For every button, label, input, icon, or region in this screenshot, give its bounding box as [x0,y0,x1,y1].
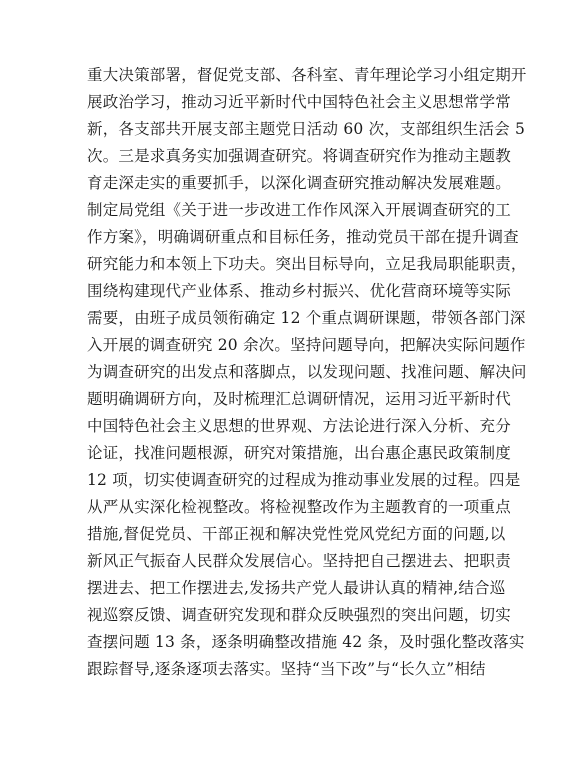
text-line: 新，各支部共开展支部主题党日活动 60 次，支部组织生活会 5 [87,120,526,138]
text-line: 中国特色社会主义思想的世界观、方法论进行深入分析、充分 [87,417,511,435]
text-line: 题明确调研方向，及时梳理汇总调研情况，运用习近平新时代 [87,390,511,408]
text-line: 跟踪督导,逐条逐项去落实。坚持“当下改”与“长久立”相结 [87,660,486,678]
text-line: 需要，由班子成员领衔确定 12 个重点调研课题，带领各部门深 [87,309,526,327]
text-line: 次。三是求真务实加强调查研究。将调查研究作为推动主题教 [87,147,511,165]
text-line: 论证，找准问题根源，研究对策措施，出台惠企惠民政策制度 [87,444,511,462]
text-line: 制定局党组《关于进一步改进工作作风深入开展调查研究的工 [87,201,511,219]
text-line: 研究能力和本领上下功夫。突出目标导向，立足我局职能职责， [87,255,527,273]
text-line: 展政治学习，推动习近平新时代中国特色社会主义思想常学常 [87,93,511,111]
text-line: 重大决策部署，督促党支部、各科室、青年理论学习小组定期开 [87,66,527,84]
text-line: 育走深走实的重要抓手，以深化调查研究推动解决发展难题。 [87,174,511,192]
text-line: 从严从实深化检视整改。将检视整改作为主题教育的一项重点 [87,498,511,516]
text-line: 查摆问题 13 条，逐条明确整改措施 42 条，及时强化整改落实 [87,633,525,651]
text-line: 为调查研究的出发点和落脚点，以发现问题、找准问题、解决问 [87,363,527,381]
text-line: 12 项，切实使调查研究的过程成为推动事业发展的过程。四是 [87,471,521,489]
text-line: 摆进去、把工作摆进去,发扬共产党人最讲认真的精神,结合巡 [87,579,506,597]
text-line: 作方案》，明确调研重点和目标任务，推动党员干部在提升调查 [87,228,519,246]
body-text [87,62,527,683]
text-line: 围绕构建现代产业体系、推动乡村振兴、优化营商环境等实际 [87,282,511,300]
text-line: 新风正气振奋人民群众发展信心。坚持把自己摆进去、把职责 [87,552,511,570]
text-line: 入开展的调查研究 20 余次。坚持问题导向，把解决实际问题作 [87,336,526,354]
text-line: 措施,督促党员、干部正视和解决党性党风党纪方面的问题,以 [87,525,506,543]
text-line: 视巡察反馈、调查研究发现和群众反映强烈的突出问题，切实 [87,606,511,624]
